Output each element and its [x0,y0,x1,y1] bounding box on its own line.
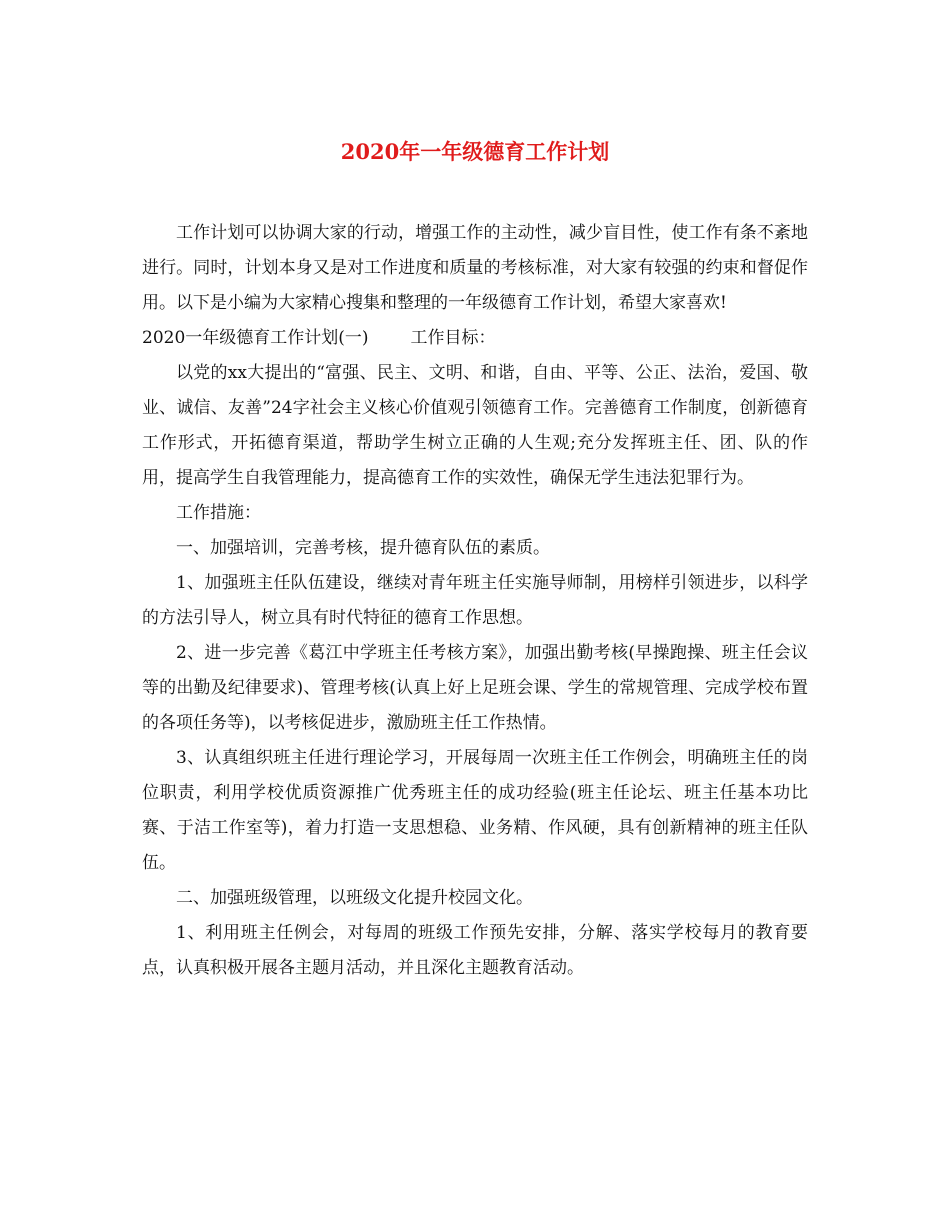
goal-label: 工作目标： [410,328,496,348]
section-heading-line [142,321,808,356]
document-title: 2020年一年级德育工作计划 [340,139,610,164]
measure1-heading: 一、加强培训，完善考核，提升德育队伍的素质。 [176,538,550,558]
document-body [142,216,808,986]
intro-paragraph: 工作计划可以协调大家的行动，增强工作的主动性，减少盲目性，使工作有条不紊地进行。同时，计划本身又是对工作进度和质量的考核标准，对大家有较强的约束和督促作用。以下是小编为大家精心搜集和整理的一年级德育工作计划，希望大家喜欢! [142,223,808,313]
measure2-heading: 二、加强班级管理，以班级文化提升校园文化。 [176,888,533,908]
measure1-item2: 2、进一步完善《葛江中学班主任考核方案》，加强出勤考核(早操跑操、班主任会议等的出勤及纪律要求)、管理考核(认真上好上足班会课、学生的常规管理、完成学校布置的各项任务等)，以考核促进步，激励班主任工作热情。 [142,643,808,733]
measures-label: 工作措施： [176,503,261,523]
measure1-item3: 3、认真组织班主任进行理论学习，开展每周一次班主任工作例会，明确班主任的岗位职责，利用学校优质资源推广优秀班主任的成功经验(班主任论坛、班主任基本功比赛、于洁工作室等)，着力打造一支思想稳、业务精、作风硬，具有创新精神的班主任队伍。 [142,748,808,873]
goal-paragraph: 以党的xx大提出的“富强、民主、文明、和谐，自由、平等、公正、法治，爱国、敬业、诚信、友善”24字社会主义核心价值观引领德育工作。完善德育工作制度，创新德育工作形式，开拓德育渠道，帮助学生树立正确的人生观;充分发挥班主任、团、队的作用，提高学生自我管理能力，提高德育工作的实效性，确保无学生违法犯罪行为。 [142,363,808,488]
measure1-item1: 1、加强班主任队伍建设，继续对青年班主任实施导师制，用榜样引领进步，以科学的方法引导人，树立具有时代特征的德育工作思想。 [142,573,808,628]
measure2-item1: 1、利用班主任例会，对每周的班级工作预先安排，分解、落实学校每月的教育要点，认真积极开展各主题月活动，并且深化主题教育活动。 [142,923,808,978]
section-title: 2020一年级德育工作计划(一) [142,328,369,348]
